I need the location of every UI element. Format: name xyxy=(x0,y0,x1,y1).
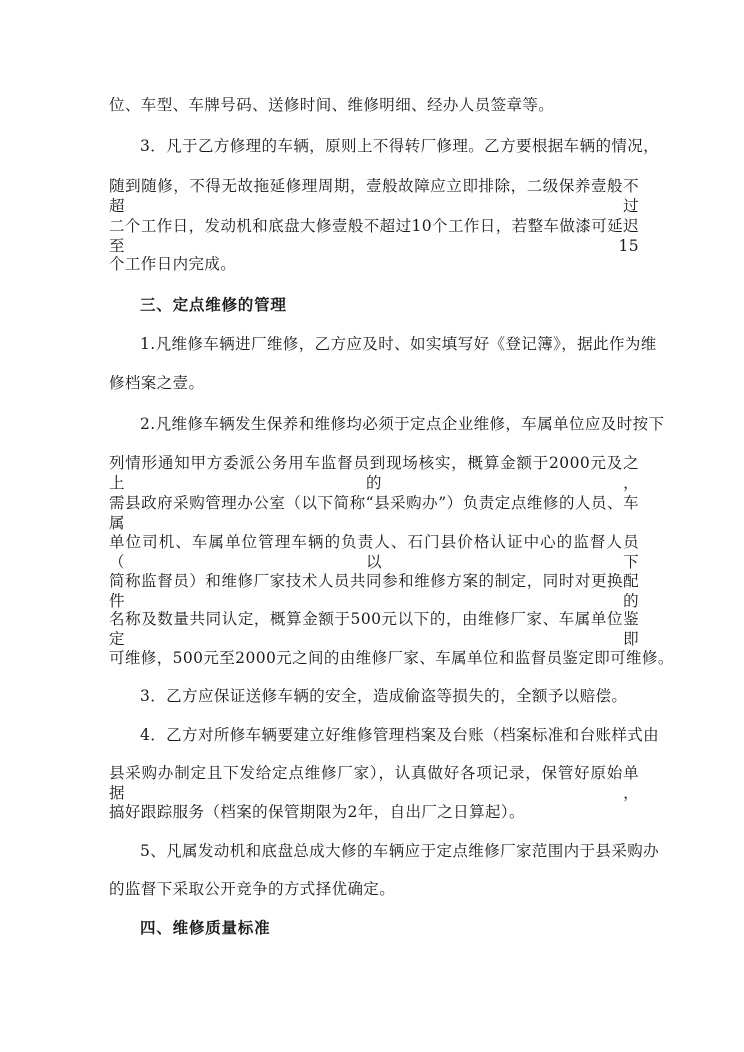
paragraph-line: 2.凡维修车辆发生保养和维修均必须于定点企业维修，车属单位应及时按下 xyxy=(140,415,665,433)
paragraph-line: 5、凡属发动机和底盘总成大修的车辆应于定点维修厂家范围内于县采购办 xyxy=(140,842,660,860)
paragraph-line: 随到随修，不得无故拖延修理周期，壹般故障应立即排除，二级保养壹般不超过 xyxy=(109,177,639,215)
paragraph-line: 名称及数量共同认定，概算金额于500元以下的，由维修厂家、车属单位鉴定即 xyxy=(109,610,639,648)
paragraph-line: 3．乙方应保证送修车辆的安全，造成偷盗等损失的，全额予以赔偿。 xyxy=(140,687,628,705)
paragraph-line: 的监督下采取公开竞争的方式择优确定。 xyxy=(109,880,396,898)
paragraph-line: 4．乙方对所修车辆要建立好维修管理档案及台账（档案标准和台账样式由 xyxy=(140,726,660,744)
paragraph-line: 1.凡维修车辆进厂维修，乙方应及时、如实填写好《登记簿》，据此作为维 xyxy=(140,335,657,353)
paragraph-line: 可维修，500元至2000元之间的由维修厂家、车属单位和监督员鉴定即可维修。 xyxy=(109,649,674,667)
paragraph-line: 单位司机、车属单位管理车辆的负责人、石门县价格认证中心的监督人员（以下 xyxy=(109,533,639,571)
paragraph-line: 简称监督员）和维修厂家技术人员共同参和维修方案的制定，同时对更换配件的 xyxy=(109,572,639,610)
paragraph-line: 县采购办制定且下发给定点维修厂家），认真做好各项记录，保管好原始单据， xyxy=(109,764,639,802)
paragraph-line: 3．凡于乙方修理的车辆，原则上不得转厂修理。乙方要根据车辆的情况， xyxy=(140,137,660,155)
paragraph-line: 搞好跟踪服务（档案的保管期限为2年，自出厂之日算起）。 xyxy=(109,803,525,821)
paragraph-line: 列情形通知甲方委派公务用车监督员到现场核实，概算金额于2000元及之上的， xyxy=(109,454,639,492)
paragraph-line: 二个工作日，发动机和底盘大修壹般不超过10个工作日，若整车做漆可延迟至15 xyxy=(109,217,639,255)
section-heading: 四、维修质量标准 xyxy=(140,918,271,937)
paragraph-line: 修档案之壹。 xyxy=(109,374,205,392)
paragraph-line: 需县政府采购管理办公室（以下简称“县采购办”）负责定点维修的人员、车属 xyxy=(109,494,639,532)
paragraph-line: 个工作日内完成。 xyxy=(109,255,237,273)
paragraph-line: 位、车型、车牌号码、送修时间、维修明细、经办人员签章等。 xyxy=(109,96,555,114)
section-heading: 三、定点维修的管理 xyxy=(140,295,287,314)
